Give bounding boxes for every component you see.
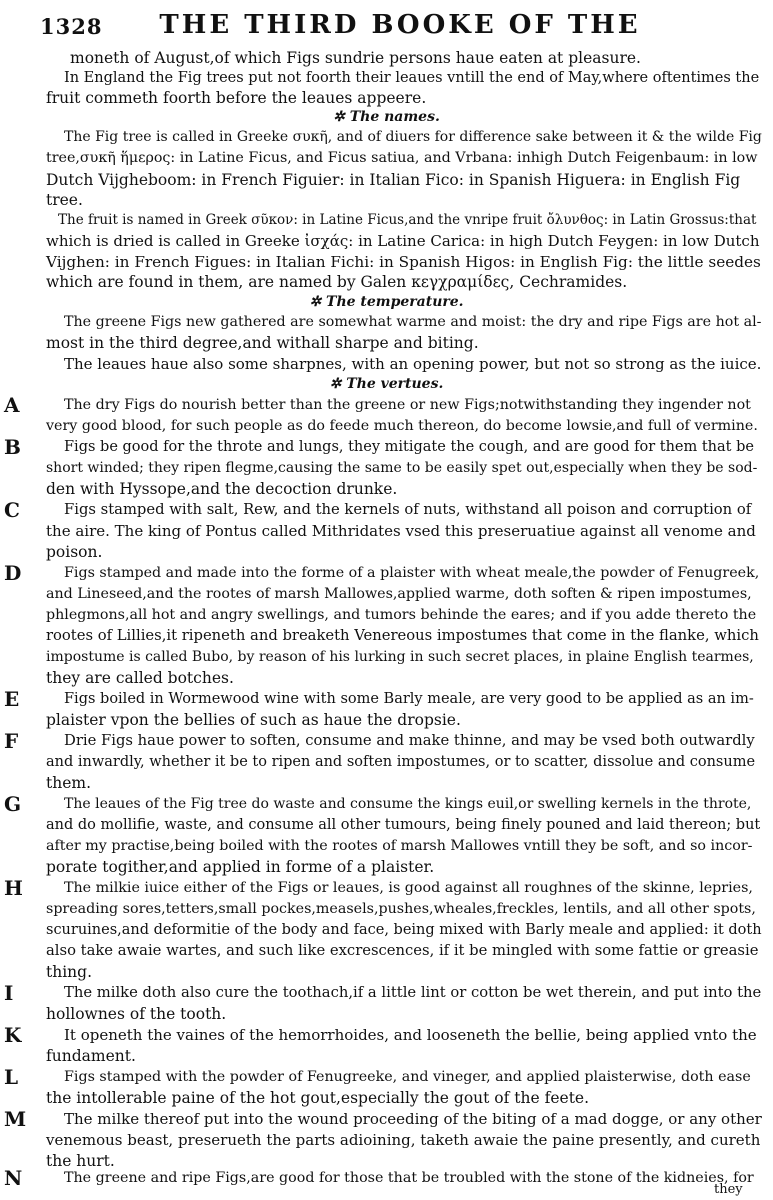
text-line: The milke doth also cure the toothach,if a little lint or cotton be wet therein, and put into the (64, 984, 762, 1001)
text-line: poison. (46, 543, 103, 561)
text-line: the aire. The king of Pontus called Mithridates vsed this preseruatiue against all venome and (46, 522, 756, 540)
paragraph-marker: N (4, 1166, 23, 1190)
paragraph-marker: G (4, 792, 22, 816)
text-line: fruit commeth foorth before the leaues appeere. (46, 89, 427, 107)
text-line: The leaues haue also some sharpnes, with an opening power, but not so strong as the iuice. (64, 355, 762, 373)
text-line: moneth of August,of which Figs sundrie persons haue eaten at pleasure. (70, 49, 641, 67)
text-line: most in the third degree,and withall sharpe and biting. (46, 334, 479, 352)
text-line: Dutch Vijgheboom: in French Figuier: in Italian Fico: in Spanish Higuera: in English Fig (46, 171, 741, 189)
text-line: hollownes of the tooth. (46, 1005, 227, 1023)
text-line: them. (46, 774, 92, 792)
text-line: scuruines,and deformitie of the body and face, being mixed with Barly meale and applied: it doth (46, 922, 762, 938)
text-line: impostume is called Bubo, by reason of his lurking in such secret places, in plaine English tearmes, (46, 649, 754, 665)
running-title: THE THIRD BOOKE OF THE (159, 10, 641, 40)
text-line: Figs stamped with salt, Rew, and the kernels of nuts, withstand all poison and corruption of (64, 501, 752, 518)
text-line: very good blood, for such people as do feede much thereon, do become lowsie,and full of vermine. (46, 418, 758, 434)
paragraph-marker: A (4, 393, 20, 417)
page-number: 1328 (40, 14, 103, 39)
text-line: and inwardly, whether it be to ripen and soften impostumes, or to scatter, dissolue and consume (46, 754, 756, 770)
section-heading-vertues: ✲ The vertues. (329, 376, 444, 392)
text-line: porate togither,and applied in forme of a plaister. (46, 858, 435, 876)
text-line: fundament. (46, 1047, 136, 1065)
text-line: Drie Figs haue power to soften, consume and make thinne, and may be vsed both outwardly (64, 732, 755, 749)
text-line: the hurt. (46, 1152, 115, 1170)
paragraph-marker: D (4, 561, 22, 585)
paragraph-marker: M (4, 1107, 27, 1131)
paragraph-marker: E (4, 687, 20, 711)
text-line: Vijghen: in French Figues: in Italian Fichi: in Spanish Higos: in English Fig: the little seedes (46, 253, 761, 271)
paragraph-marker: B (4, 435, 21, 459)
text-line: The greene Figs new gathered are somewhat warme and moist: the dry and ripe Figs are hot al- (64, 314, 762, 330)
text-line: Figs stamped with the powder of Fenugreeke, and vineger, and applied plaisterwise, doth ease (64, 1069, 751, 1085)
text-line: they are called botches. (46, 669, 234, 687)
text-line: plaister vpon the bellies of such as haue the dropsie. (46, 711, 461, 729)
text-line: Figs boiled in Wormewood wine with some Barly meale, are very good to be applied as an im- (64, 691, 754, 707)
text-line: which is dried is called in Greeke ἰσχάς: in Latine Carica: in high Dutch Feygen: in low Dutch (46, 232, 760, 250)
text-line: the intollerable paine of the hot gout,especially the gout of the feete. (46, 1089, 590, 1107)
text-line: also take awaie wartes, and such like excrescences, if it be mingled with some fattie or greasie (46, 942, 759, 959)
paragraph-marker: L (4, 1065, 19, 1089)
catchword: they (714, 1182, 743, 1197)
text-line: Figs stamped and made into the forme of a plaister with wheat meale,the powder of Fenugreek, (64, 565, 760, 581)
text-line: phlegmons,all hot and angry swellings, and tumors behinde the eares; and if you adde thereto the (46, 607, 757, 623)
text-line: In England the Fig trees put not foorth their leaues vntill the end of May,where oftentimes the (64, 70, 760, 86)
paragraph-marker: H (4, 876, 23, 900)
text-line: The dry Figs do nourish better than the greene or new Figs;notwithstanding they ingender not (64, 397, 751, 413)
text-line: The greene and ripe Figs,are good for those that be troubled with the stone of the kidneies, for (64, 1170, 754, 1186)
text-line: The leaues of the Fig tree do waste and consume the kings euil,or swelling kernels in the throte, (64, 796, 752, 812)
paragraph-marker: C (4, 498, 20, 522)
text-line: and Lineseed,and the rootes of marsh Mallowes,applied warme, doth soften & ripen impostumes, (46, 586, 752, 602)
section-heading-temperature: ✲ The temperature. (309, 294, 464, 310)
text-line: after my practise,being boiled with the rootes of marsh Mallowes vntill they be soft, and so incor- (46, 838, 753, 854)
text-line: tree. (46, 191, 83, 209)
paragraph-marker: K (4, 1023, 22, 1047)
text-line: Figs be good for the throte and lungs, they mitigate the cough, and are good for them that be (64, 439, 754, 455)
text-line: The fruit is named in Greek σῦκον: in Latine Ficus,and the vnripe fruit ὄλυνθος: in Latin Grossus:that (58, 212, 757, 228)
paragraph-marker: F (4, 729, 19, 753)
text-line: and do mollifie, waste, and consume all other tumours, being finely pouned and laid thereon; but (46, 817, 761, 833)
text-line: The milkie iuice either of the Figs or leaues, is good against all roughnes of the skinne, lepries, (64, 880, 753, 896)
text-line: The milke thereof put into the wound proceeding of the biting of a mad dogge, or any other (64, 1110, 762, 1128)
text-line: tree,συκῆ ἥμερος: in Latine Ficus, and Ficus satiua, and Vrbana: inhigh Dutch Feigenbaum: in low (46, 150, 758, 166)
text-line: which are found in them, are named by Galen κεγχραμίδες, Cechramides. (46, 273, 628, 291)
paragraph-marker: I (4, 981, 14, 1005)
section-heading-names: ✲ The names. (333, 109, 440, 125)
text-line: den with Hyssope,and the decoction drunke. (46, 480, 398, 498)
text-line: rootes of Lillies,it ripeneth and breaketh Venereous impostumes that come in the flanke, which (46, 627, 759, 644)
text-line: The Fig tree is called in Greeke συκῆ, and of diuers for difference sake between it & the wilde Fig (64, 129, 762, 145)
text-line: thing. (46, 963, 93, 981)
page-header (40, 8, 760, 42)
text-line: venemous beast, preserueth the parts adioining, taketh awaie the paine presently, and cureth (46, 1131, 761, 1149)
text-line: It openeth the vaines of the hemorrhoides, and looseneth the bellie, being applied vnto the (64, 1026, 757, 1044)
text-line: short winded; they ripen flegme,causing the same to be easily spet out,especially when they be sod- (46, 460, 758, 476)
text-line: spreading sores,tetters,small pockes,measels,pushes,wheales,freckles, lentils, and all other spots, (46, 901, 756, 917)
